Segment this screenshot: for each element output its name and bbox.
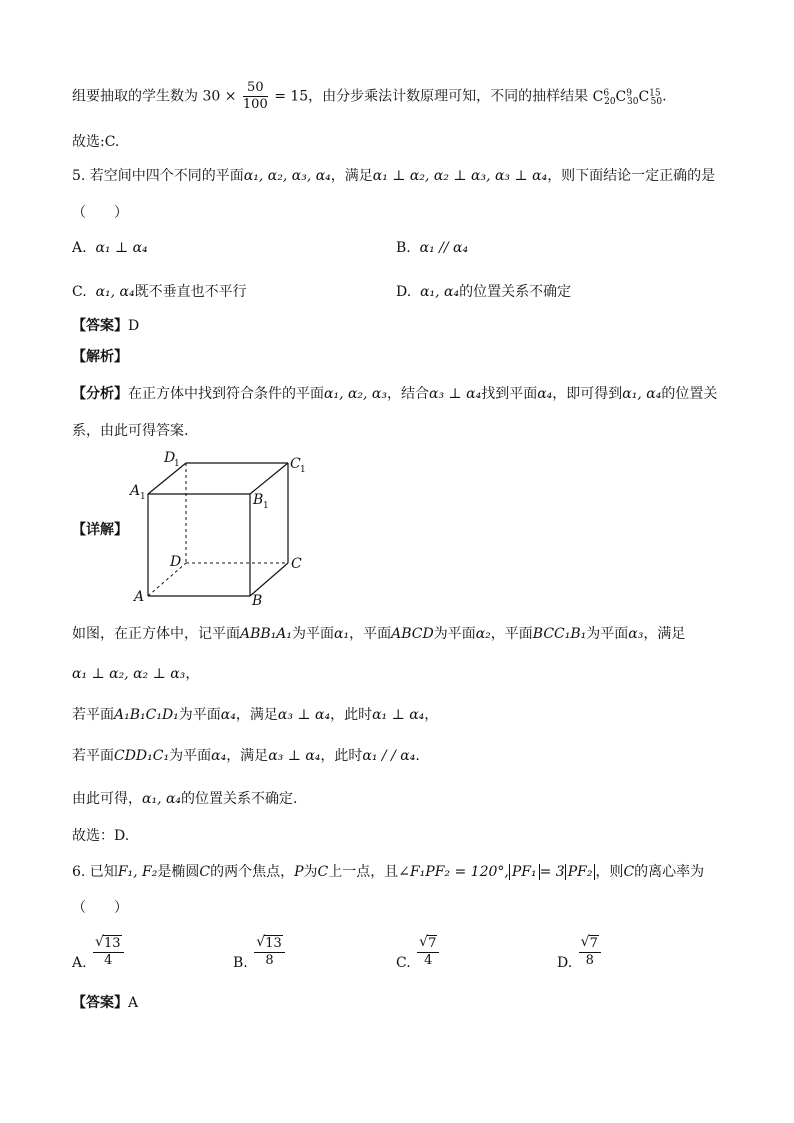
q6-paren: （ ） bbox=[72, 900, 128, 916]
label-A: A bbox=[134, 589, 145, 605]
q5-option-b: B. α₁ // α₄ bbox=[396, 240, 469, 256]
label-A1: A bbox=[130, 483, 141, 499]
q6-option-a: A. √ 13 4 bbox=[72, 936, 126, 969]
detail-label: 【详解】 bbox=[72, 522, 128, 538]
q6-stem: 6. 已知F₁, F₂是椭圆C的两个焦点，P为C上一点，且∠F₁PF₂ = 120°, PF₁ = 3 PF₂ ，则C的离心率为 bbox=[72, 864, 705, 880]
fraction: $\frac{50}{100}$ bbox=[242, 80, 268, 112]
q6-option-c: C. √ 7 4 bbox=[396, 936, 441, 969]
label-C1: C bbox=[290, 456, 301, 472]
q5-option-a: A. α₁ ⊥ α₄ bbox=[72, 240, 148, 256]
q5-stem: 5. 若空间中四个不同的平面α₁, α₂, α₃, α₄，满足α₁ ⊥ α₂, α₂ ⊥ α₃, α₃ ⊥ α₄，则下面结论一定正确的是 bbox=[72, 168, 716, 184]
analysis-line-2: 系，由此可得答案. bbox=[72, 423, 189, 439]
analysis-line-1: 【分析】在正方体中找到符合条件的平面α₁, α₂, α₃，结合α₃ ⊥ α₄找到平面α₄，即可得到α₁, α₄的位置关 bbox=[72, 386, 718, 402]
detail-line-4: 若平面CDD₁C₁为平面α₄，满足α₃ ⊥ α₄，此时α₁ / / α₄. bbox=[72, 748, 420, 764]
svg-text:1: 1 bbox=[174, 459, 180, 469]
answer-5: 【答案】D bbox=[72, 318, 140, 334]
detail-line-2: α₁ ⊥ α₂, α₂ ⊥ α₃， bbox=[72, 666, 200, 682]
q5-option-d: D. α₁, α₄的位置关系不确定 bbox=[396, 284, 572, 300]
svg-text:1: 1 bbox=[300, 465, 306, 475]
svg-text:1: 1 bbox=[263, 501, 269, 511]
label-B1: B bbox=[253, 492, 264, 508]
q6-option-d: D. √ 7 8 bbox=[557, 936, 603, 969]
q6-option-b: B. √ 13 8 bbox=[233, 936, 287, 969]
choose-line-1: 故选:C. bbox=[72, 134, 120, 150]
combination-2: $C^9_{30}$ bbox=[615, 87, 639, 108]
label-B: B bbox=[252, 593, 263, 609]
label-D1: D bbox=[164, 450, 176, 466]
svg-text:1: 1 bbox=[140, 492, 146, 502]
label-D: D bbox=[170, 554, 182, 570]
detail-line-5: 由此可得，α₁, α₄的位置关系不确定. bbox=[72, 791, 298, 807]
combination-1: $C^6_{20}$ bbox=[592, 87, 616, 108]
combination-3: $C^{15}_{50}$ bbox=[638, 87, 663, 108]
q5-paren: （ ） bbox=[72, 205, 128, 221]
detail-line-1: 如图，在正方体中，记平面ABB₁A₁为平面α₁，平面ABCD为平面α₂，平面BCC₁B₁为平面α₃，满足 bbox=[72, 626, 686, 642]
detail-line-3: 若平面A₁B₁C₁D₁为平面α₄，满足α₃ ⊥ α₄，此时α₁ ⊥ α₄， bbox=[72, 707, 439, 723]
jiexi-label: 【解析】 bbox=[72, 349, 128, 365]
label-C: C bbox=[291, 556, 302, 572]
answer-6: 【答案】A bbox=[72, 995, 139, 1011]
cube-figure bbox=[126, 448, 316, 610]
q5-option-c: C. α₁, α₄既不垂直也不平行 bbox=[72, 284, 247, 300]
line-sample-count: 组要抽取的学生数为 30 × $\frac{50}{100}$ = 15，由分步乘法计数原理可知，不同的抽样结果 $C^6_{20}C^9_{30}C^{15}_{50}$. bbox=[72, 80, 667, 112]
cube-diagram bbox=[126, 448, 316, 610]
choose-line-2: 故选：D. bbox=[72, 828, 130, 844]
